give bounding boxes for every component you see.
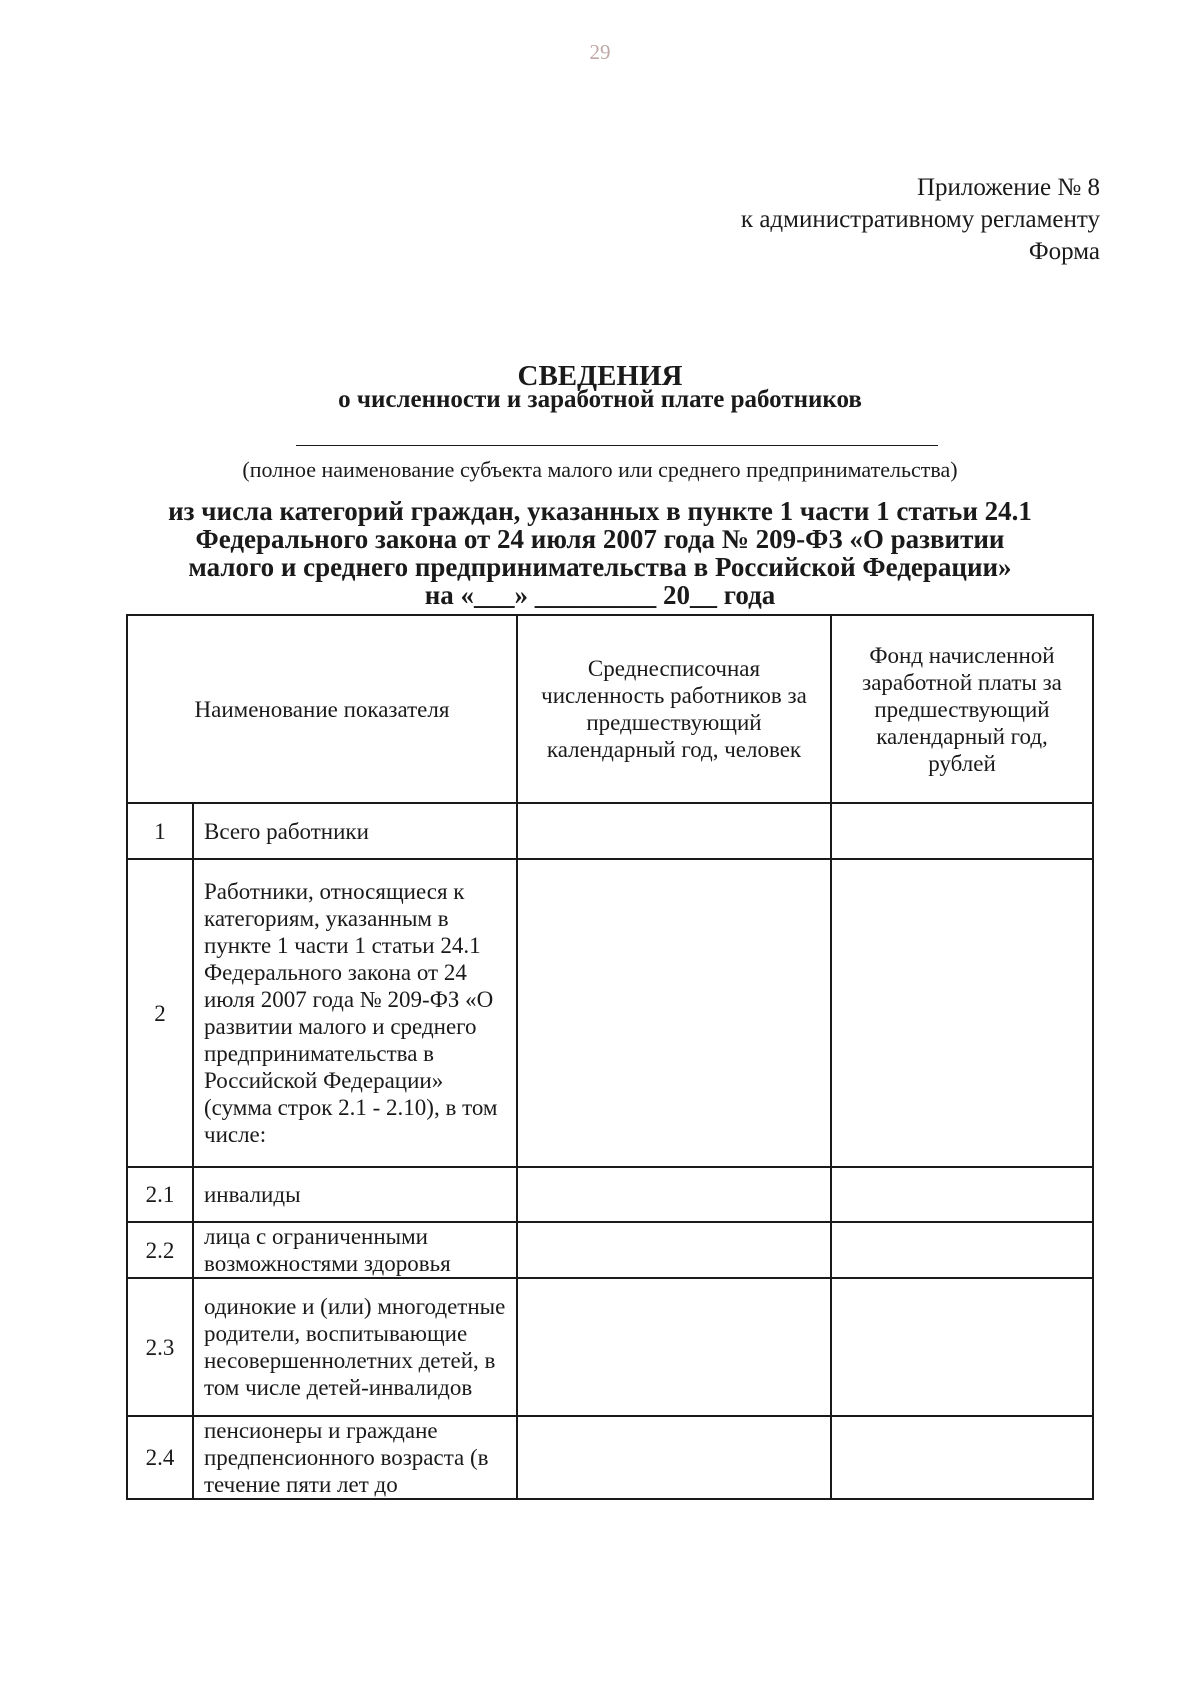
payroll-fund-input-cell[interactable] [831,1167,1093,1222]
table-header-row [127,615,1093,803]
row-number: 1 [127,803,193,859]
table-row [127,859,1093,1167]
payroll-fund-input-cell[interactable] [831,1416,1093,1499]
annex-number: Приложение № 8 [916,174,1100,201]
page-number: 29 [589,40,611,64]
row-label: одинокие и (или) многодетные родители, воспитывающие несовершеннолетних детей, в том числе детей-инвалидов [193,1278,517,1416]
category-statement [0,497,1200,609]
avg-headcount-input-cell[interactable] [517,859,831,1167]
table-row [127,1167,1093,1222]
report-date-line: на «___» _________ 20__ года [424,580,776,610]
row-label: пенсионеры и граждане предпенсионного возраста (в течение пяти лет до [193,1416,517,1499]
table-row [127,803,1093,859]
header-indicator: Наименование показателя [127,615,517,803]
avg-headcount-input-cell[interactable] [517,803,831,859]
category-line-1: из числа категорий граждан, указанных в пункте 1 части 1 статьи 24.1 [168,496,1032,526]
headcount-payroll-table [126,614,1094,1500]
form-label: Форма [1028,238,1100,265]
table-row [127,1416,1093,1499]
row-number: 2.2 [127,1222,193,1278]
row-number: 2.1 [127,1167,193,1222]
row-number: 2 [127,859,193,1167]
row-label: Всего работники [193,803,517,859]
avg-headcount-input-cell[interactable] [517,1278,831,1416]
row-number: 2.4 [127,1416,193,1499]
category-line-2: Федерального закона от 24 июля 2007 года № 209-ФЗ «О развитии [195,524,1005,554]
annex-reference: к административному регламенту [740,206,1100,233]
header-payroll-fund: Фонд начисленной заработной платы за предшествующий календарный год, рублей [831,615,1093,803]
row-label: Работники, относящиеся к категориям, указанным в пункте 1 части 1 статьи 24.1 Федерального закона от 24 июля 2007 года № 209-ФЗ «О развитии малого и среднего предпринимательства в Российской Федерации» (сумма строк 2.1 - 2.10), в том числе: [193,859,517,1167]
payroll-fund-input-cell[interactable] [831,1278,1093,1416]
row-number: 2.3 [127,1278,193,1416]
category-line-3: малого и среднего предпринимательства в Российской Федерации» [188,552,1012,582]
header-avg-headcount: Среднесписочная численность работников за предшествующий календарный год, человек [517,615,831,803]
annex-block [741,172,1100,268]
document-title: СВЕДЕНИЯ [517,360,683,392]
entity-name-caption: (полное наименование субъекта малого или среднего предпринимательства) [242,457,958,482]
table-row [127,1222,1093,1278]
row-label: инвалиды [193,1167,517,1222]
avg-headcount-input-cell[interactable] [517,1222,831,1278]
table-row [127,1278,1093,1416]
payroll-fund-input-cell[interactable] [831,803,1093,859]
entity-name-blank-line[interactable] [296,445,938,446]
row-label: лица с ограниченными возможностями здоровья [193,1222,517,1278]
avg-headcount-input-cell[interactable] [517,1416,831,1499]
avg-headcount-input-cell[interactable] [517,1167,831,1222]
payroll-fund-input-cell[interactable] [831,1222,1093,1278]
document-subtitle: о численности и заработной плате работников [338,386,862,413]
payroll-fund-input-cell[interactable] [831,859,1093,1167]
